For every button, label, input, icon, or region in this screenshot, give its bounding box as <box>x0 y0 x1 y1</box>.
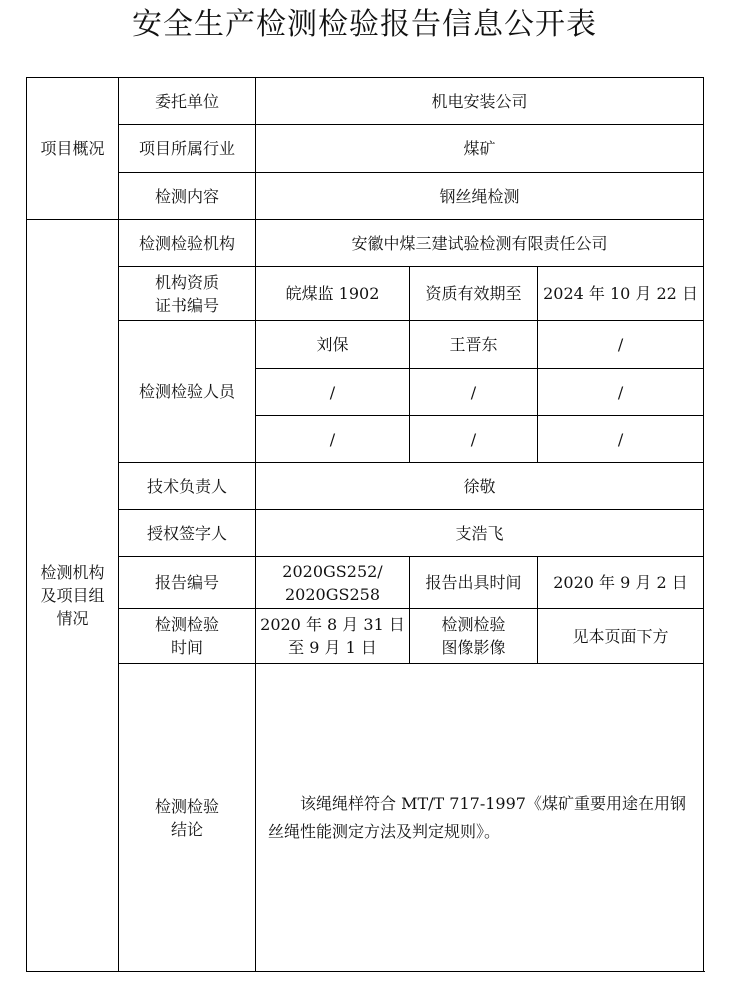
inspector-cell: 王晋东 <box>410 321 538 369</box>
conclusion-section-label: 检测检验 结论 <box>119 664 256 972</box>
inspector-cell: / <box>256 416 410 463</box>
image-value: 见本页面下方 <box>538 609 704 664</box>
report-no-value: 2020GS252/ 2020GS258 <box>256 557 410 609</box>
image-label: 检测检验 图像影像 <box>410 609 538 664</box>
tech-lead-label: 技术负责人 <box>119 463 256 510</box>
info-table <box>26 77 704 972</box>
table-row <box>27 321 704 369</box>
inspector-cell: / <box>538 321 704 369</box>
test-time-label: 检测检验 时间 <box>119 609 256 664</box>
org-value: 安徽中煤三建试验检测有限责任公司 <box>256 220 704 267</box>
signatory-label: 授权签字人 <box>119 510 256 557</box>
client-value: 机电安装公司 <box>256 78 704 125</box>
inspectors-label: 检测检验人员 <box>119 321 256 463</box>
inspector-cell: / <box>410 369 538 416</box>
issue-time-label: 报告出具时间 <box>410 557 538 609</box>
table-row <box>27 220 704 267</box>
inspector-cell: / <box>256 369 410 416</box>
signatory-value: 支浩飞 <box>256 510 704 557</box>
table-row <box>27 173 704 220</box>
report-no-label: 报告编号 <box>119 557 256 609</box>
inspector-cell: / <box>538 416 704 463</box>
cert-label: 机构资质 证书编号 <box>119 267 256 321</box>
validity-value: 2024 年 10 月 22 日 <box>538 267 704 321</box>
page-title: 安全生产检测检验报告信息公开表 <box>132 7 597 42</box>
table-row <box>27 463 704 510</box>
client-label: 委托单位 <box>119 78 256 125</box>
content-label: 检测内容 <box>119 173 256 220</box>
industry-value: 煤矿 <box>256 125 704 173</box>
project-overview-section-label: 项目概况 <box>27 78 119 220</box>
table-row <box>27 557 704 609</box>
test-time-value: 2020 年 8 月 31 日 至 9 月 1 日 <box>256 609 410 664</box>
table-row <box>27 78 704 125</box>
inspector-cell: / <box>410 416 538 463</box>
validity-label: 资质有效期至 <box>410 267 538 321</box>
table-row <box>27 609 704 664</box>
table-row <box>27 510 704 557</box>
table-row <box>27 125 704 173</box>
industry-label: 项目所属行业 <box>119 125 256 173</box>
table-row <box>27 664 704 972</box>
inspector-cell: / <box>538 369 704 416</box>
conclusion-text: 该绳绳样符合 MT/T 717-1997《煤矿重要用途在用钢丝绳性能测定方法及判定规则》。 <box>256 664 704 972</box>
content-value: 钢丝绳检测 <box>256 173 704 220</box>
organization-section-label: 检测机构 及项目组 情况 <box>27 220 119 972</box>
issue-time-value: 2020 年 9 月 2 日 <box>538 557 704 609</box>
tech-lead-value: 徐敬 <box>256 463 704 510</box>
inspector-cell: 刘保 <box>256 321 410 369</box>
cert-value: 皖煤监 1902 <box>256 267 410 321</box>
org-label: 检测检验机构 <box>119 220 256 267</box>
table-row <box>27 267 704 321</box>
